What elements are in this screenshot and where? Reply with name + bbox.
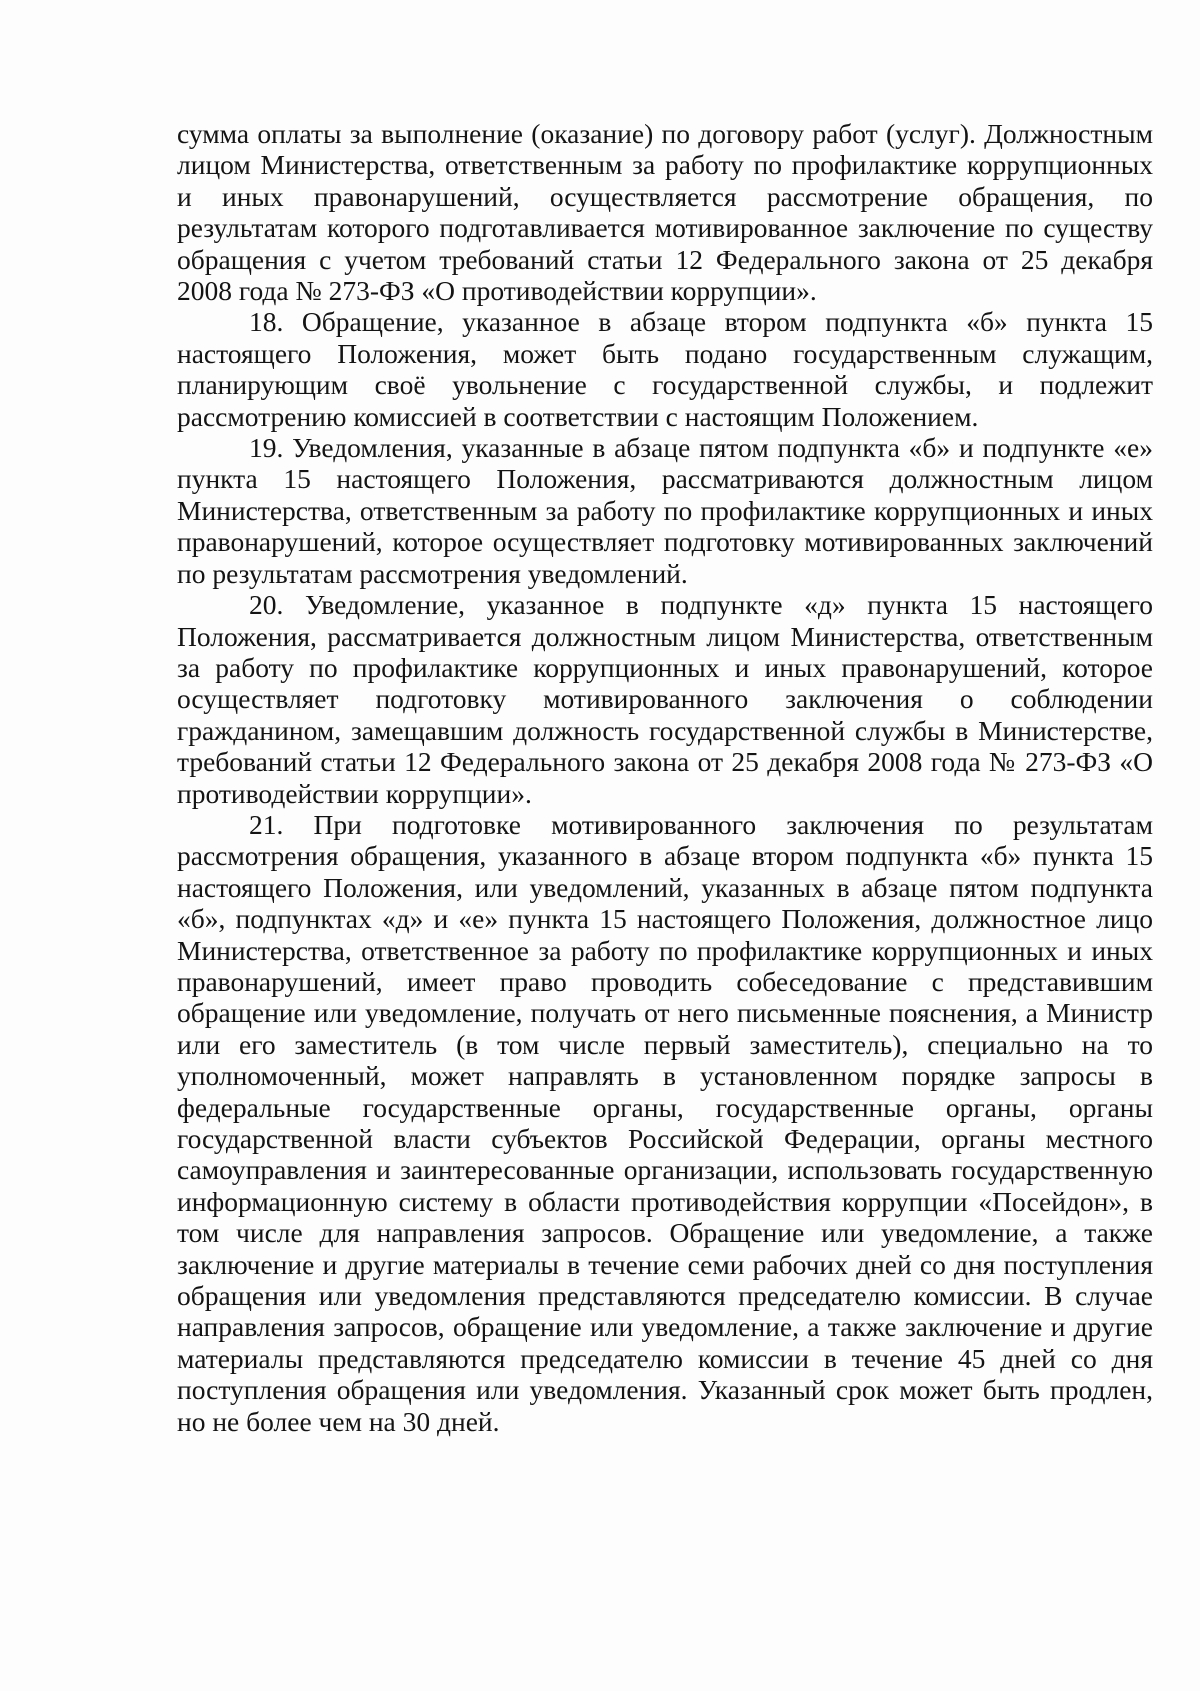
paragraph-continuation: сумма оплаты за выполнение (оказание) по договору работ (услуг). Должностным лицом Министерства, ответственным за работу по профилактике коррупционных и иных правонарушений, осуществляется рассмотрение обращения, по результатам которого подготавливается мотивированное заключение по существу обращения с учетом требований статьи 12 Федерального закона от 25 декабря 2008 года № 273-ФЗ «О противодействии коррупции». <box>177 118 1153 307</box>
document-body <box>177 118 1153 1437</box>
paragraph-21: 21. При подготовке мотивированного заключения по результатам рассмотрения обращения, указанного в абзаце втором подпункта «б» пункта 15 настоящего Положения, или уведомлений, указанных в абзаце пятом подпункта «б», подпунктах «д» и «е» пункта 15 настоящего Положения, должностное лицо Министерства, ответственное за работу по профилактике коррупционных и иных правонарушений, имеет право проводить собеседование с представившим обращение или уведомление, получать от него письменные пояснения, а Министр или его заместитель (в том числе первый заместитель), специально на то уполномоченный, может направлять в установленном порядке запросы в федеральные государственные органы, государственные органы, органы государственной власти субъектов Российской Федерации, органы местного самоуправления и заинтересованные организации, использовать государственную информационную систему в области противодействия коррупции «Посейдон», в том числе для направления запросов. Обращение или уведомление, а также заключение и другие материалы в течение семи рабочих дней со дня поступления обращения или уведомления представляются председателю комиссии. В случае направления запросов, обращение или уведомление, а также заключение и другие материалы представляются председателю комиссии в течение 45 дней со дня поступления обращения или уведомления. Указанный срок может быть продлен, но не более чем на 30 дней. <box>177 808 1153 1437</box>
paragraph-19: 19. Уведомления, указанные в абзаце пятом подпункта «б» и подпункте «е» пункта 15 настоящего Положения, рассматриваются должностным лицом Министерства, ответственным за работу по профилактике коррупционных и иных правонарушений, которое осуществляет подготовку мотивированных заключений по результатам рассмотрения уведомлений. <box>177 432 1153 589</box>
paragraph-20: 20. Уведомление, указанное в подпункте «д» пункта 15 настоящего Положения, рассматривается должностным лицом Министерства, ответственным за работу по профилактике коррупционных и иных правонарушений, которое осуществляет подготовку мотивированного заключения о соблюдении гражданином, замещавшим должность государственной службы в Министерстве, требований статьи 12 Федерального закона от 25 декабря 2008 года № 273-ФЗ «О противодействии коррупции». <box>177 589 1153 809</box>
paragraph-18: 18. Обращение, указанное в абзаце втором подпункта «б» пункта 15 настоящего Положения, может быть подано государственным служащим, планирующим своё увольнение с государственной службы, и подлежит рассмотрению комиссией в соответствии с настоящим Положением. <box>177 306 1153 432</box>
